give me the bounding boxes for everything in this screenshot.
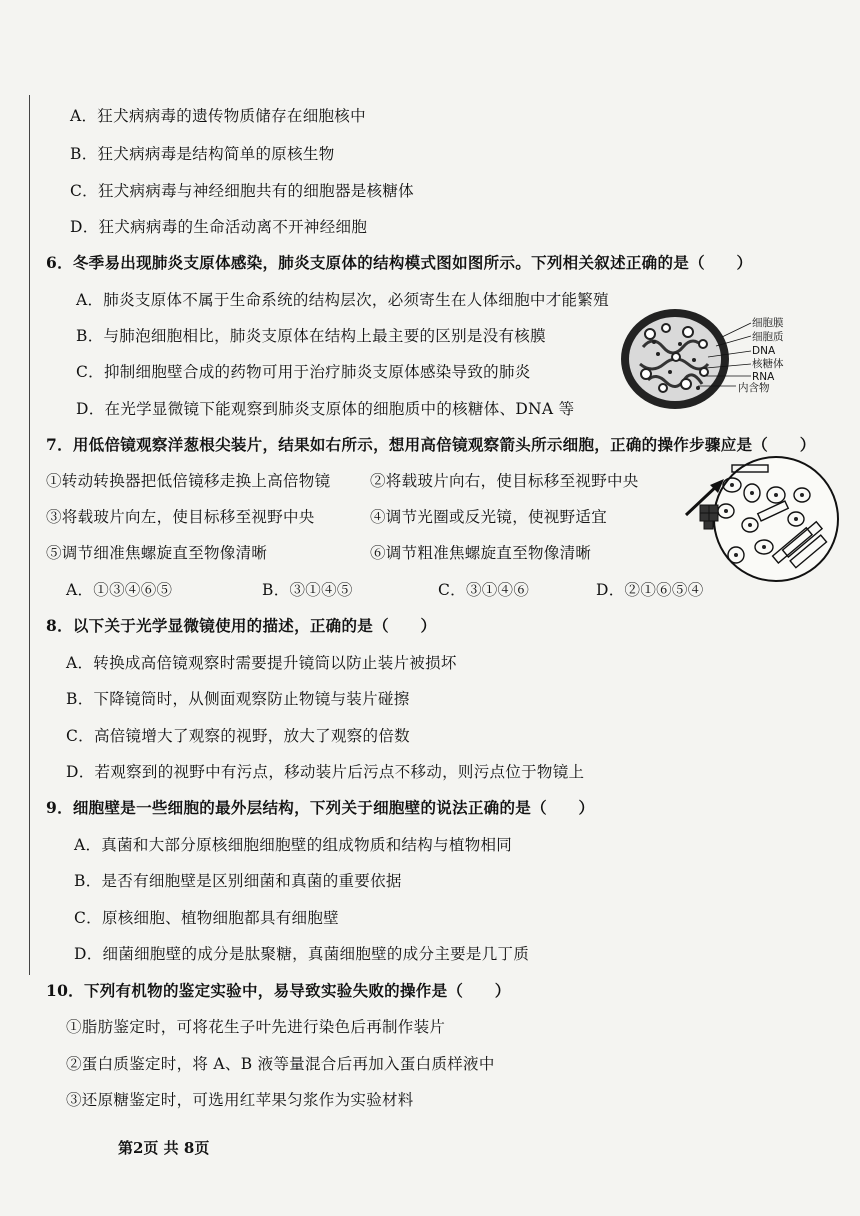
label-ribosome: 核糖体 [752,358,784,370]
q7-step-6: ⑥调节粗准焦螺旋直至物像清晰 [370,544,592,562]
q10-item-2: ②蛋白质鉴定时，将 A、B 液等量混合后再加入蛋白质样液中 [66,1055,495,1073]
q7-choice-b: B．③①④⑤ [262,581,353,599]
q7-choice-d: D．②①⑥⑤④ [596,581,704,599]
q7-stem: 7．用低倍镜观察洋葱根尖装片，结果如右所示，想用高倍镜观察箭头所示细胞，正确的操作步骤应是（ ） [46,435,816,454]
q10-item-3: ③还原糖鉴定时，可选用红苹果匀浆作为实验材料 [66,1091,414,1109]
page-footer: 第2页 共 8页 [118,1139,210,1157]
microscope-field-figure [680,455,840,583]
q6-option-b: B．与肺泡细胞相比，肺炎支原体在结构上最主要的区别是没有核膜 [76,327,546,345]
mycoplasma-structure-figure [618,302,818,422]
page-margin-line [29,95,30,975]
q8-stem: 8．以下关于光学显微镜使用的描述，正确的是（ ） [46,616,437,635]
label-rna: RNA [752,371,775,383]
q8-option-d: D．若观察到的视野中有污点，移动装片后污点不移动，则污点位于物镜上 [66,763,585,781]
label-inclusions: 内含物 [738,382,770,394]
q7-step-2: ②将载玻片向右，使目标移至视野中央 [370,472,639,490]
q7-step-5: ⑤调节细准焦螺旋直至物像清晰 [46,544,268,562]
q6-option-d: D．在光学显微镜下能观察到肺炎支原体的细胞质中的核糖体、DNA 等 [76,400,575,418]
q8-option-a: A．转换成高倍镜观察时需要提升镜筒以防止装片被损坏 [66,654,457,672]
q8-option-c: C．高倍镜增大了观察的视野，放大了观察的倍数 [66,727,410,745]
q6-option-a: A．肺炎支原体不属于生命系统的结构层次，必须寄生在人体细胞中才能繁殖 [76,291,609,309]
q10-item-1: ①脂肪鉴定时，可将花生子叶先进行染色后再制作装片 [66,1018,446,1036]
q9-option-d: D．细菌细胞壁的成分是肽聚糖，真菌细胞壁的成分主要是几丁质 [74,945,530,963]
q5-option-c: C．狂犬病病毒与神经细胞共有的细胞器是核糖体 [70,182,414,200]
q8-option-b: B．下降镜筒时，从侧面观察防止物镜与装片碰擦 [66,690,410,708]
q5-option-a: A．狂犬病病毒的遗传物质储存在细胞核中 [70,107,366,125]
q6-option-c: C．抑制细胞壁合成的药物可用于治疗肺炎支原体感染导致的肺炎 [76,363,531,381]
q9-option-b: B．是否有细胞壁是区别细菌和真菌的重要依据 [74,872,402,890]
q9-stem: 9．细胞壁是一些细胞的最外层结构，下列关于细胞壁的说法正确的是（ ） [46,798,595,817]
label-cell-membrane: 细胞膜 [752,317,784,329]
label-dna: DNA [752,345,776,357]
q6-stem: 6．冬季易出现肺炎支原体感染，肺炎支原体的结构模式图如图所示。下列相关叙述正确的是（ ） [46,253,753,272]
q7-choice-c: C．③①④⑥ [438,581,530,599]
q10-stem: 10．下列有机物的鉴定实验中，易导致实验失败的操作是（ ） [46,981,511,1000]
q5-option-d: D．狂犬病病毒的生命活动离不开神经细胞 [70,218,368,236]
q7-step-3: ③将载玻片向左，使目标移至视野中央 [46,508,315,526]
q9-option-c: C．原核细胞、植物细胞都具有细胞壁 [74,909,339,927]
q7-step-4: ④调节光圈或反光镜，使视野适宜 [370,508,608,526]
q7-step-1: ①转动转换器把低倍镜移走换上高倍物镜 [46,472,331,490]
label-cytoplasm: 细胞质 [752,331,784,343]
q7-choice-a: A．①③④⑥⑤ [66,581,173,599]
q9-option-a: A．真菌和大部分原核细胞细胞壁的组成物质和结构与植物相同 [74,836,513,854]
q5-option-b: B．狂犬病病毒是结构简单的原核生物 [70,145,335,163]
